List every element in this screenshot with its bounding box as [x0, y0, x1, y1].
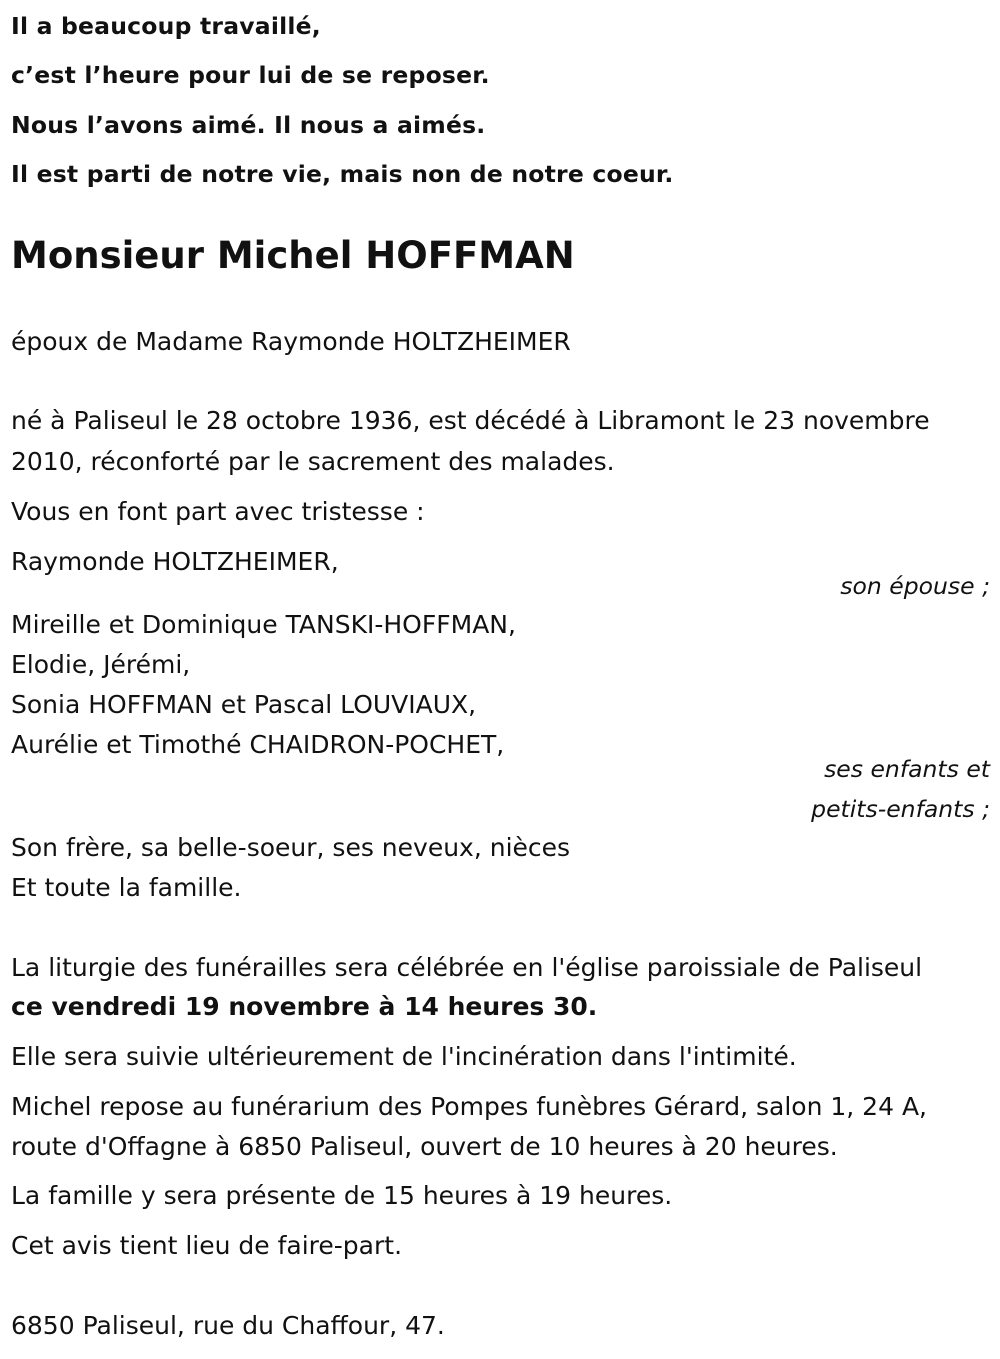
children-group-role-2: petits-enfants ;	[811, 795, 990, 823]
family-line-2: Et toute la famille.	[11, 873, 242, 902]
deceased-name: Monsieur Michel HOFFMAN	[11, 234, 575, 277]
verse-line-1: Il a beaucoup travaillé,	[11, 12, 321, 40]
birth-death-line-1: né à Paliseul le 28 octobre 1936, est décédé à Libramont le 23 novembre	[11, 406, 930, 435]
verse-line-3: Nous l’avons aimé. Il nous a aimés.	[11, 111, 486, 139]
notice-line: Cet avis tient lieu de faire-part.	[11, 1231, 403, 1260]
spouse-line: époux de Madame Raymonde HOLTZHEIMER	[11, 327, 571, 356]
family-line-1: Son frère, sa belle-soeur, ses neveux, nièces	[11, 833, 571, 862]
spouse-group-name: Raymonde HOLTZHEIMER,	[11, 547, 339, 576]
funerarium-line-1: Michel repose au funérarium des Pompes funèbres Gérard, salon 1, 24 A,	[11, 1092, 927, 1121]
cremation-line: Elle sera suivie ultérieurement de l'incinération dans l'intimité.	[11, 1042, 797, 1071]
children-group-name-1: Mireille et Dominique TANSKI-HOFFMAN,	[11, 610, 516, 639]
liturgy-datetime: ce vendredi 19 novembre à 14 heures 30.	[11, 992, 598, 1021]
verse-line-2: c’est l’heure pour lui de se reposer.	[11, 61, 490, 89]
children-group-role-1: ses enfants et	[824, 755, 990, 783]
family-presence-line: La famille y sera présente de 15 heures à 19 heures.	[11, 1181, 673, 1210]
children-group-name-2: Elodie, Jérémi,	[11, 650, 191, 679]
birth-death-line-2: 2010, réconforté par le sacrement des malades.	[11, 447, 615, 476]
address-line: 6850 Paliseul, rue du Chaffour, 47.	[11, 1311, 445, 1340]
children-group-name-3: Sonia HOFFMAN et Pascal LOUVIAUX,	[11, 690, 477, 719]
spouse-group-role: son épouse ;	[840, 572, 990, 600]
funerarium-line-2: route d'Offagne à 6850 Paliseul, ouvert de 10 heures à 20 heures.	[11, 1132, 838, 1161]
liturgy-line-1: La liturgie des funérailles sera célébrée en l'église paroissiale de Paliseul	[11, 953, 923, 982]
children-group-name-4: Aurélie et Timothé CHAIDRON-POCHET,	[11, 730, 505, 759]
verse-line-4: Il est parti de notre vie, mais non de notre coeur.	[11, 160, 674, 188]
announce-line: Vous en font part avec tristesse :	[11, 497, 425, 526]
